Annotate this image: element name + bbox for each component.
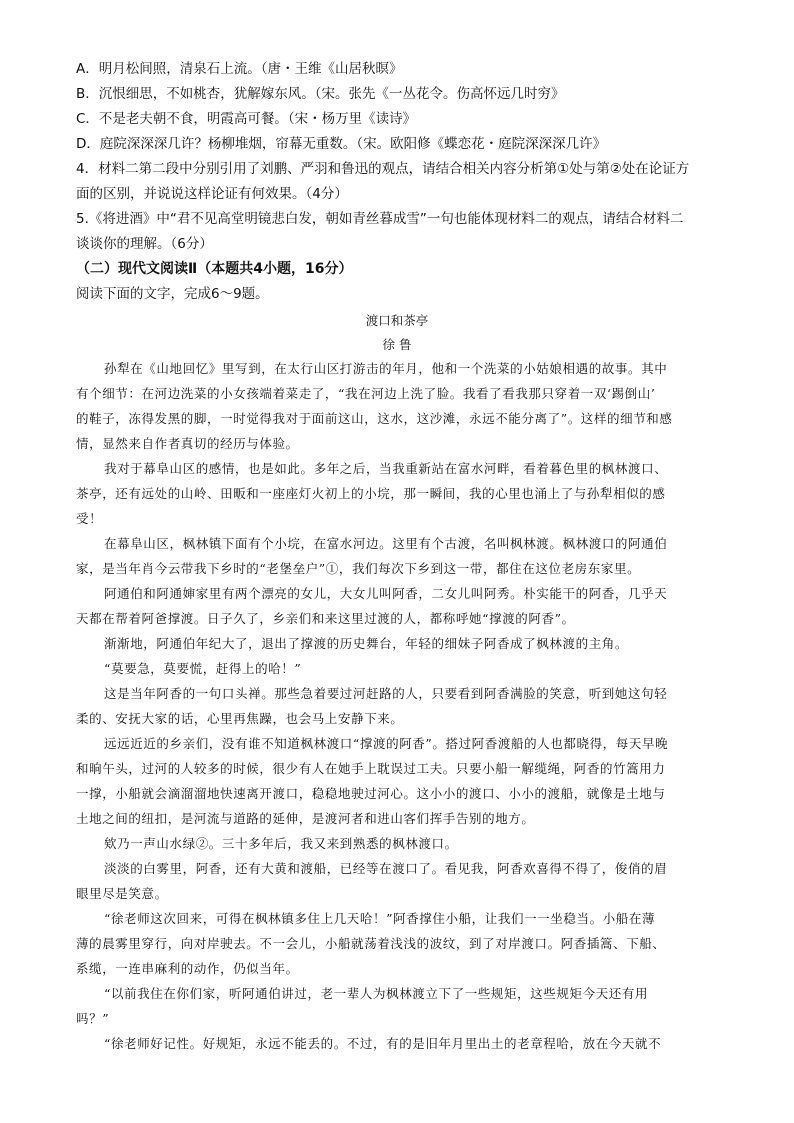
article-line: 茶亭，还有远处的山岭、田畈和一座座灯火初上的小垸，那一瞬间，我的心里也涌上了与孙犁相似的感	[76, 486, 666, 501]
article-line: “徐老师好记性。好规矩，永远不能丢的。不过，有的是旧年月里出土的老章程哈，放在今天就不	[104, 1036, 662, 1051]
article-line: 薄的晨雾里穿行，向对岸驶去。不一会儿，小船就荡着浅浅的波纹，到了对岸渡口。阿香插篙、下船、	[76, 936, 666, 951]
article-author: 徐 鲁	[382, 337, 412, 352]
option-b: B．沉恨细思，不如桃杏，犹解嫁东风。（宋。张先《一丛花令。伤高怀远几时穷》	[76, 86, 565, 102]
article-line: 系缆，一连串麻利的动作，仍似当年。	[76, 961, 299, 976]
article-line: 受！	[76, 511, 103, 526]
article-line: 有个细节：在河边洗菜的小女孩端着菜走了，“我在河边上洗了脸。我看了看我那只穿着一双‘踢倒山’	[76, 386, 656, 401]
article-line: 土地之间的纽扣，是河流与道路的延伸，是渡河者和进山客们挥手告别的地方。	[76, 811, 535, 826]
article-line: 柔的、安抚大家的话，心里再焦躁，也会马上安静下来。	[76, 711, 404, 726]
question-5-line-1: 5.《将进酒》中“君不见高堂明镜悲白发，朝如青丝暮成雪”一句也能体现材料二的观点，请结合材料二	[76, 211, 684, 227]
article-line: 欸乃一声山水绿②。三十多年后，我又来到熟悉的枫林渡口。	[104, 836, 458, 851]
option-d: D．庭院深深深几许？杨柳堆烟，帘幕无重数。（宋。欧阳修《蝶恋花・庭院深深深几许》	[76, 136, 607, 152]
article-line: 和晌午头，过河的人较多的时候，很少有人在她手上耽误过工夫。只要小船一解缆绳，阿香的竹篙用力	[76, 761, 666, 776]
article-line: 我对于幕阜山区的感情，也是如此。多年之后，当我重新站在富水河畔，看着暮色里的枫林渡口、	[104, 461, 668, 476]
article-line: “莫要急，莫要慌，赶得上的哈！”	[104, 661, 302, 676]
question-4-line-2: 面的区别，并说说这样论证有何效果。（4分）	[76, 186, 348, 202]
article-line: 一撑，小船就会滴溜溜地快速离开渡口，稳稳地驶过河心。这小小的渡口、小小的渡船，就像是土地与	[76, 786, 666, 801]
article-line: “徐老师这次回来，可得在枫林镇多住上几天哈！”阿香撑住小船，让我们一一坐稳当。小船在薄	[104, 911, 656, 926]
article-line: 的鞋子，冻得发黑的脚，一时觉得我对于面前这山，这水，这沙滩，永远不能分离了”。这样的细节和感	[76, 411, 673, 426]
question-5-line-2: 谈谈你的理解。（6分）	[76, 236, 213, 252]
article-line: 吗？”	[76, 1011, 110, 1026]
article-line: 在幕阜山区，枫林镇下面有个小垸，在富水河边。这里有个古渡，名叫枫林渡。枫林渡口的阿通伯	[104, 536, 668, 551]
article-line: 这是当年阿香的一句口头禅。那些急着要过河赶路的人，只要看到阿香满脸的笑意，听到她这句轻	[104, 686, 668, 701]
article-line: “以前我住在你们家，听阿通伯讲过，老一辈人为枫林渡立下了一些规矩，这些规矩今天还有用	[104, 986, 649, 1001]
article-line: 远远近近的乡亲们，没有谁不知道枫林渡口“撑渡的阿香”。搭过阿香渡船的人也都晓得，每天早晚	[104, 736, 669, 751]
article-line: 孙犁在《山地回忆》里写到，在太行山区打游击的年月，他和一个洗菜的小姑娘相遇的故事。其中	[104, 361, 668, 376]
reading-instruction: 阅读下面的文字，完成6～9题。	[76, 286, 269, 302]
article-title: 渡口和茶亭	[365, 313, 429, 328]
article-line: 天都在帮着阿爸撑渡。日子久了，乡亲们和来这里过渡的人，都称呼她“撑渡的阿香”。	[76, 611, 575, 626]
article-line: 渐渐地，阿通伯年纪大了，退出了撑渡的历史舞台，年轻的细妹子阿香成了枫林渡的主角。	[104, 636, 629, 651]
article-line: 淡淡的白雾里，阿香，还有大黄和渡船，已经等在渡口了。看见我，阿香欢喜得不得了，俊俏的眉	[104, 861, 668, 876]
question-4-line-1: 4．材料二第二段中分别引用了刘鹏、严羽和鲁迅的观点，请结合相关内容分析第①处与第②处在论证方	[76, 161, 690, 177]
section-heading: （二）现代文阅读Ⅱ（本题共4小题，16分）	[76, 261, 353, 277]
article-line: 阿通伯和阿通婶家里有两个漂亮的女儿，大女儿叫阿香，二女儿叫阿秀。朴实能干的阿香，几乎天	[104, 586, 668, 601]
option-c: C．不是老夫朝不食，明霞高可餐。（宋・杨万里《读诗》	[76, 111, 417, 127]
article-line: 情，显然来自作者真切的经历与体验。	[76, 436, 299, 451]
option-a: A．明月松间照，清泉石上流。（唐・王维《山居秋暝》	[76, 61, 403, 77]
article-line: 家，是当年肖今云带我下乡时的“老堡垒户”①，我们每次下乡到这一带，都住在这位老房东家里。	[76, 561, 641, 576]
article-line: 眼里尽是笑意。	[76, 886, 168, 901]
